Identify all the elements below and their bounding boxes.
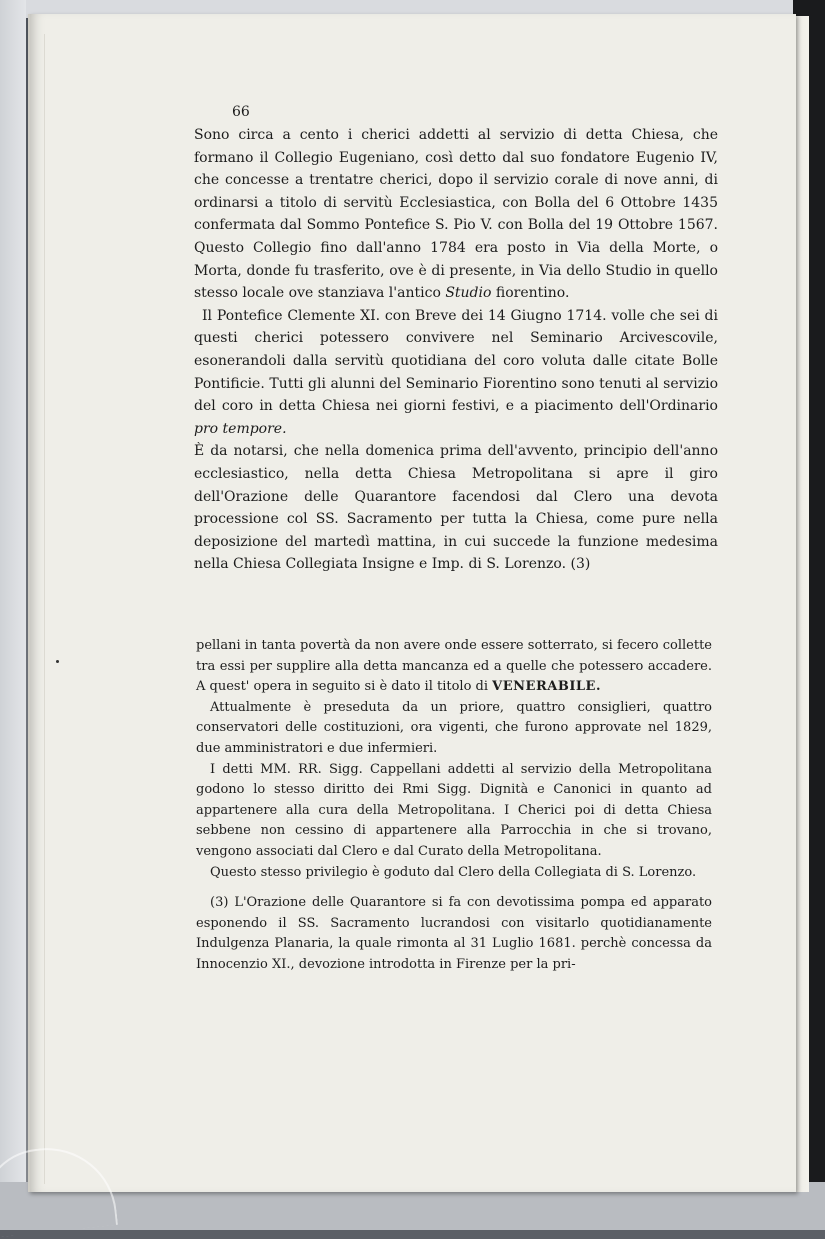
main-text [194, 124, 718, 576]
page-fold-line [44, 34, 45, 1184]
note-venerabile [196, 636, 712, 698]
note-priore: Attualmente è preseduta da un priore, quattro consiglieri, quattro conservatori delle costituzioni, ora vigenti, che furono approvate nel 1829, due amministratori e due infermieri. [196, 699, 712, 756]
paragraph-clemente [194, 305, 718, 441]
ink-speck [56, 660, 59, 663]
paragraph-quarantore: È da notarsi, che nella domenica prima dell'avvento, principio dell'anno ecclesiastico, nella detta Chiesa Metropolitana si apre il giro dell'Orazione delle Quarantore facendosi dal Clero una devota processione col SS. Sacramento per tutta la Chiesa, come pure nella deposizione del martedì mattina, in cui succede la funzione medesima nella Chiesa Collegiata Insigne e Imp. di S. Lorenzo. (3) [194, 443, 718, 573]
italic-studio: Studio [445, 285, 492, 302]
note-venerabile-title: VENERABILE. [492, 679, 601, 695]
italic-pro-tempore: pro tempore. [194, 420, 287, 437]
scanner-left-strip [0, 0, 26, 1230]
note-venerabile-text: pellani in tanta povertà da non avere onde essere sotterrato, si fecero collette tra essi per supplire alla detta mancanza ed a quelle che potessero accadere. A quest' opera in seguito si è dato il titolo di [196, 638, 712, 695]
note-cappellani: I detti MM. RR. Sigg. Cappellani addetti al servizio della Metropolitana godono lo stesso diritto dei Rmi Sigg. Dignità e Canonici in quanto ad appartenere alla cura della Metropolitana. I Cherici poi di detta Chiesa sebbene non cessino di appartenere alla Parrocchia in che si trovano, vengono associati dal Clero e dal Curato della Metropolitana. [196, 761, 712, 859]
paragraph-collegio-text: Sono circa a cento i cherici addetti al servizio di detta Chiesa, che formano il Collegio Eugeniano, così detto dal suo fondatore Eugenio IV, che concesse a trentatre cherici, dopo il servizio corale di nove anni, di ordinarsi a titolo di servitù Ecclesiastica, con Bolla del 6 Ottobre 1435 confermata dal Sommo Pontefice S. Pio V. con Bolla del 19 Ottobre 1567. Questo Collegio fino dall'anno 1784 era posto in Via della Morte, o Morta, donde fu trasferito, ove è di presente, in Via dello Studio in quello stesso locale ove stanziava l'antico [194, 127, 718, 302]
footnote-3: (3) L'Orazione delle Quarantore si fa con devotissima pompa ed apparato esponendo il SS. Sacramento lucrandosi con visitarlo quotidianamente Indulgenza Planaria, la quale rimonta al 31 Luglio 1681. perchè concessa da Innocenzio XI., devozione introdotta in Firenze per la pri- [196, 895, 712, 972]
paragraph-clemente-text: Il Pontefice Clemente XI. con Breve dei 14 Giugno 1714. volle che sei di questi cherici potessero convivere nel Seminario Arcivescovile, esonerandoli dalla servitù quotidiana del coro voluta dalle citate Bolle Pontificie. Tutti gli alunni del Seminario Fiorentino sono tenuti al servizio del coro in detta Chiesa nei giorni festivi, e a piacimento dell'Ordinario [194, 307, 718, 415]
paragraph-collegio [194, 124, 718, 305]
page-number: 66 [232, 104, 250, 120]
paragraph-collegio-end: fiorentino. [495, 285, 570, 302]
note-privilegio: Questo stesso privilegio è goduto dal Clero della Collegiata di S. Lorenzo. [210, 864, 697, 880]
footnotes [196, 636, 712, 976]
